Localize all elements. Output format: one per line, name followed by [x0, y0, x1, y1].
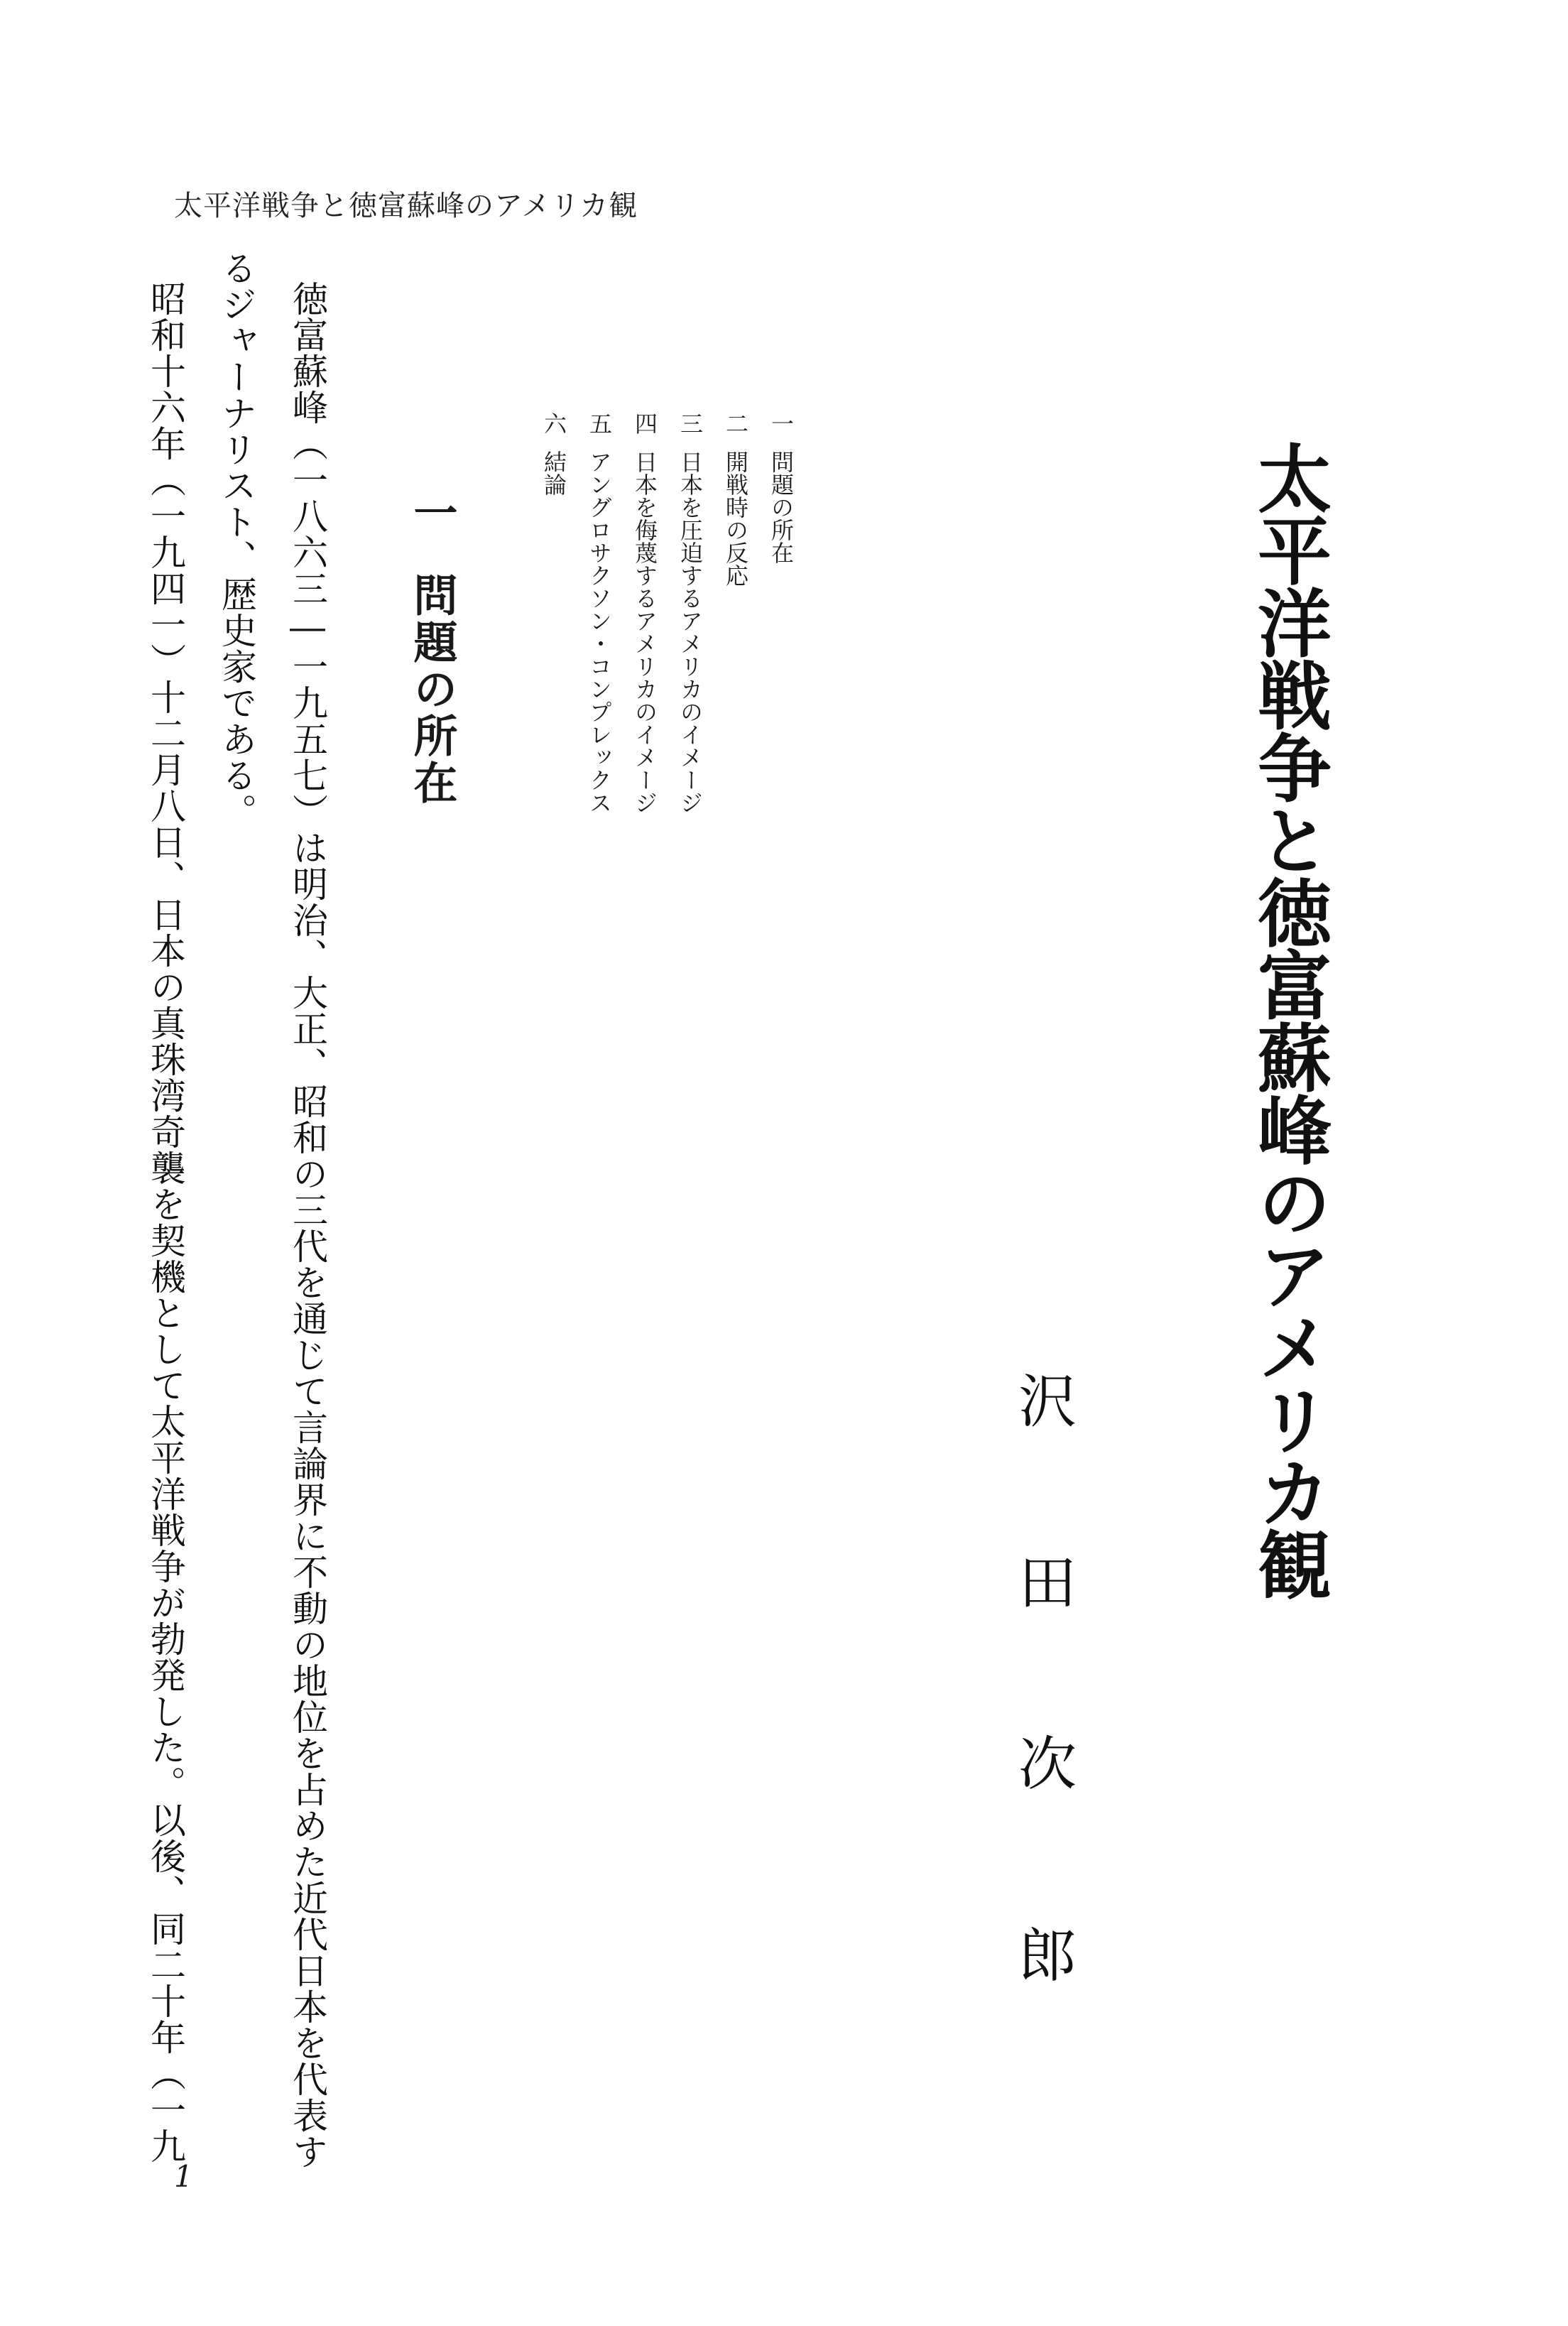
toc-label: 結論: [540, 450, 567, 496]
author-char: 郎: [1018, 1923, 1077, 1990]
toc-number: 一: [768, 412, 795, 435]
body-line: るジャーナリスト、歴史家である。: [216, 250, 257, 830]
toc-number: 四: [631, 412, 658, 435]
toc-number: 二: [722, 412, 749, 435]
author-char: 沢: [1018, 1369, 1077, 1436]
toc-label: 問題の所在: [768, 450, 795, 564]
article-title: 太平洋戦争と徳富蘇峰のアメリカ観: [1245, 440, 1332, 1599]
toc-number: 五: [586, 412, 613, 435]
toc-item: [585, 412, 614, 814]
body-line: 徳富蘇峰（一八六三―一九五七）は明治、大正、昭和の三代を通じて言論界に不動の地位を占めた近代日本を代表す: [287, 281, 328, 2170]
toc-label: 開戦時の反応: [722, 450, 749, 587]
toc-item: [631, 412, 659, 814]
running-header: 太平洋戦争と徳富蘇峰のアメリカ観: [174, 190, 638, 222]
toc-item: [676, 412, 704, 814]
toc-label: 日本を侮蔑するアメリカのイメージ: [631, 450, 658, 814]
author-char: 次: [1018, 1731, 1077, 1798]
section-number: 一: [406, 490, 458, 537]
body-line: 昭和十六年（一九四一）十二月八日、日本の真珠湾奇襲を契機として太平洋戦争が勃発した。以後、同二十年（一九: [145, 281, 186, 2164]
toc-item: [767, 412, 795, 564]
toc-item: [722, 412, 750, 587]
section-heading: [406, 490, 458, 807]
author-char: 田: [1018, 1550, 1077, 1617]
page-number: 1: [174, 2159, 193, 2194]
toc-label: アングロサクソン・コンプレックス: [586, 450, 613, 814]
toc-number: 三: [677, 412, 704, 435]
toc-item: [540, 412, 568, 496]
toc-number: 六: [540, 412, 567, 435]
section-title: 問題の所在: [406, 572, 458, 807]
toc-label: 日本を圧迫するアメリカのイメージ: [677, 450, 704, 814]
